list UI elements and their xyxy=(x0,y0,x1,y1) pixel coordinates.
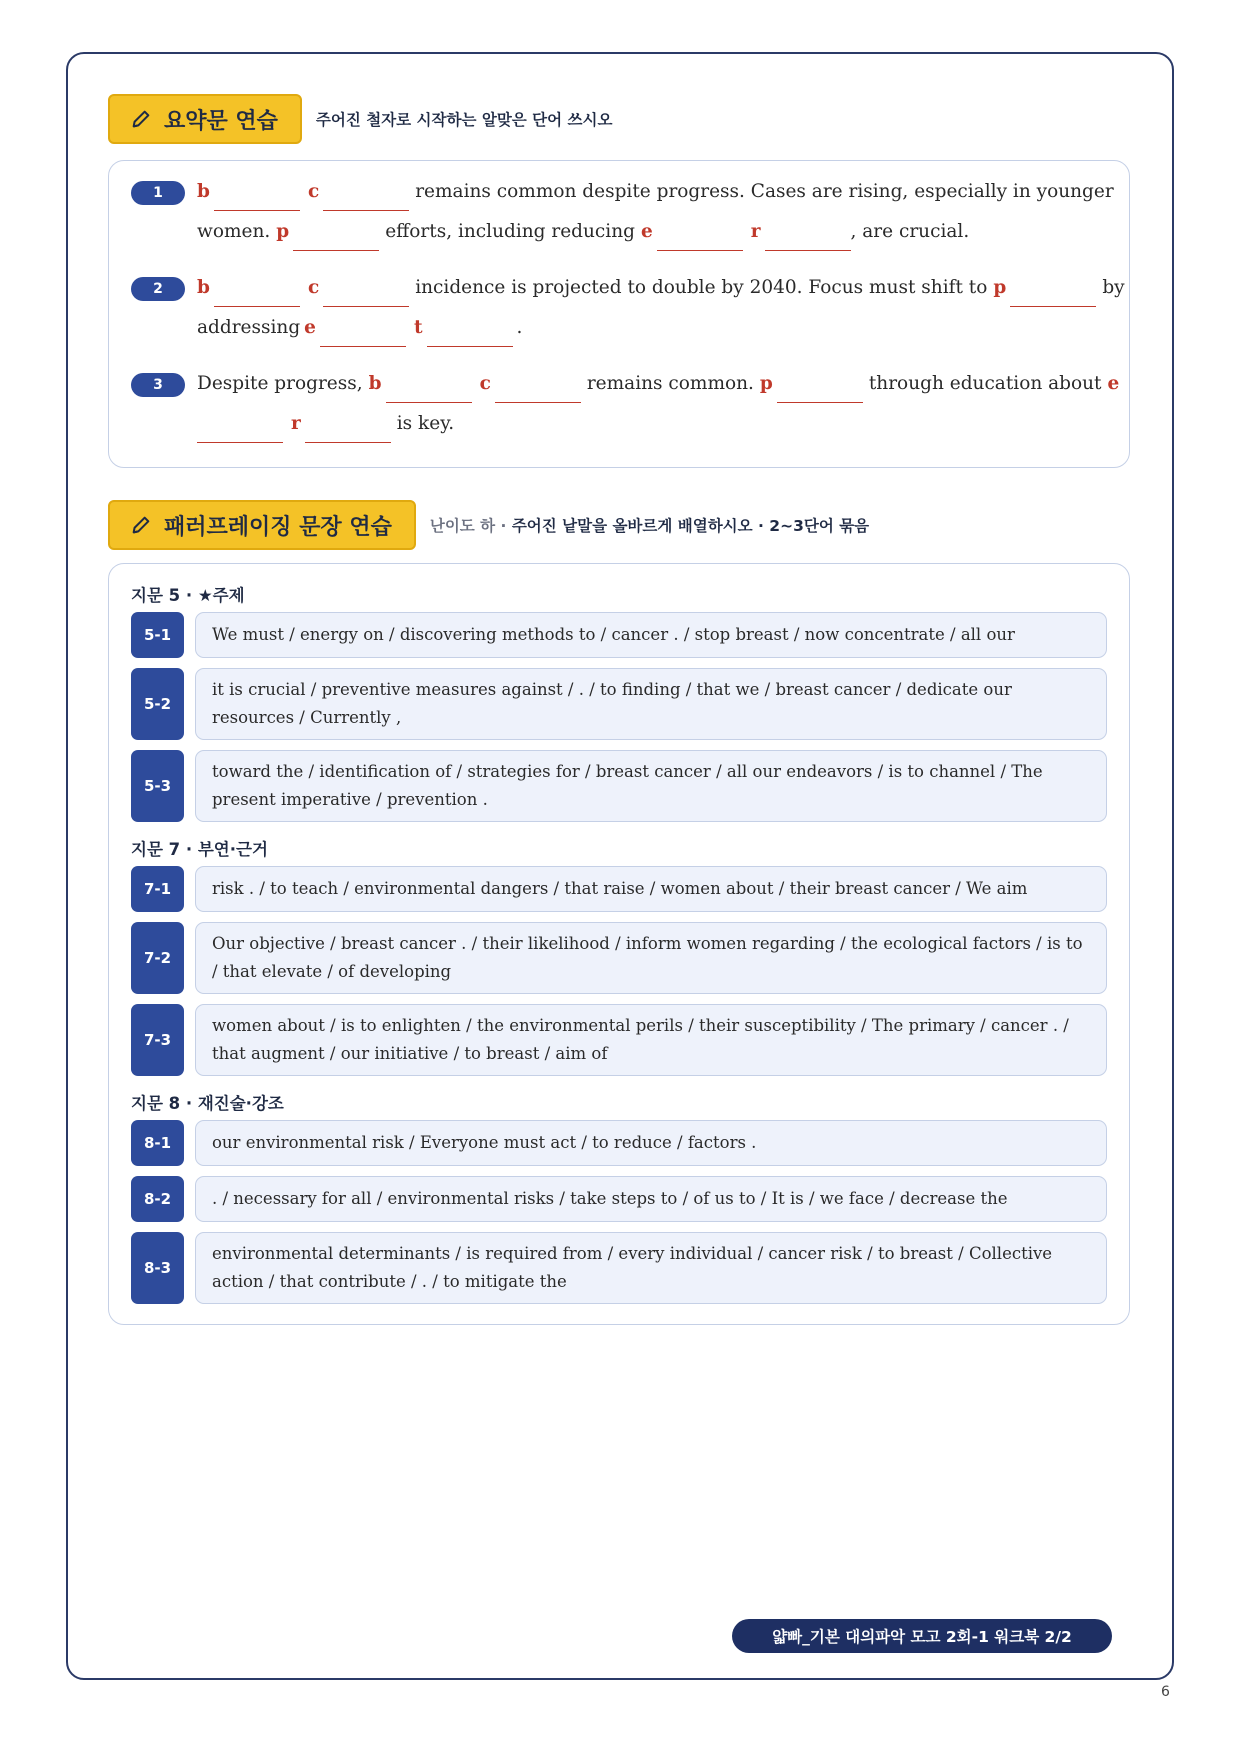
summary-line xyxy=(197,221,969,261)
answer-blank[interactable] xyxy=(305,413,391,443)
word-chunks-card: Our objective / breast cancer . / their likelihood / inform women regarding / the ecological factors / is to / that elevate / of developing xyxy=(195,922,1107,994)
word-chunks-card: toward the / identification of / strategies for / breast cancer / all our endeavors / is to channel / The present imperative / prevention . xyxy=(195,750,1107,822)
passage-group-title: 지문 8 · 재진술·강조 xyxy=(131,1094,284,1113)
pencil-icon xyxy=(130,514,152,536)
answer-blank[interactable] xyxy=(323,181,409,211)
paraphrase-instruction xyxy=(430,514,869,536)
word-chunks-card: our environmental risk / Everyone must act / to reduce / factors . xyxy=(195,1120,1107,1166)
answer-blank[interactable] xyxy=(765,221,851,251)
letter-hint: c xyxy=(307,277,320,298)
word-chunks-card: risk . / to teach / environmental dangers / that raise / women about / their breast cancer / We aim xyxy=(195,866,1107,912)
answer-blank[interactable] xyxy=(386,373,472,403)
letter-hint: p xyxy=(276,221,290,242)
answer-blank[interactable] xyxy=(427,317,513,347)
row-id-badge: 7-3 xyxy=(131,1004,184,1076)
letter-hint: c xyxy=(307,181,320,202)
row-id-badge: 5-1 xyxy=(131,612,184,658)
row-id-badge: 8-1 xyxy=(131,1120,184,1166)
summary-line xyxy=(197,413,454,453)
letter-hint: e xyxy=(640,221,653,242)
answer-blank[interactable] xyxy=(777,373,863,403)
summary-line xyxy=(197,373,1119,413)
summary-section-title: 요약문 연습 xyxy=(164,108,278,134)
summary-text: is key. xyxy=(396,413,455,434)
row-id-badge: 8-3 xyxy=(131,1232,184,1304)
summary-instruction: 주어진 철자로 시작하는 알맞은 단어 쓰시오 xyxy=(315,111,613,129)
passage-group-title: 지문 7 · 부연·근거 xyxy=(131,840,268,859)
summary-text: remains common despite progress. Cases are rising, especially in younger xyxy=(415,181,1114,202)
summary-text: . xyxy=(516,317,523,338)
row-id-badge: 8-2 xyxy=(131,1176,184,1222)
page-number: 6 xyxy=(1161,1684,1170,1700)
letter-hint: b xyxy=(197,181,210,202)
letter-hint: c xyxy=(479,373,491,394)
row-id-badge: 7-2 xyxy=(131,922,184,994)
word-chunks-card: . / necessary for all / environmental risks / take steps to / of us to / It is / we face / decrease the xyxy=(195,1176,1107,1222)
summary-line xyxy=(197,181,1114,221)
pencil-icon xyxy=(130,108,152,130)
summary-box xyxy=(108,160,1130,468)
letter-hint: r xyxy=(291,413,301,434)
answer-blank[interactable] xyxy=(323,277,409,307)
paraphrase-section-header xyxy=(108,500,869,550)
summary-text: efforts, including reducing xyxy=(385,221,635,242)
letter-hint: p xyxy=(993,277,1007,298)
answer-blank[interactable] xyxy=(293,221,379,251)
paraphrase-box xyxy=(108,563,1130,1325)
paraphrase-row xyxy=(131,866,1107,912)
paraphrase-row xyxy=(131,922,1107,994)
summary-text: Despite progress, xyxy=(197,373,363,394)
letter-hint: e xyxy=(1107,373,1120,394)
paraphrase-row xyxy=(131,1120,1107,1166)
paraphrase-row xyxy=(131,668,1107,740)
answer-blank[interactable] xyxy=(197,413,283,443)
summary-text: by xyxy=(1102,277,1125,298)
answer-blank[interactable] xyxy=(1010,277,1096,307)
answer-blank[interactable] xyxy=(657,221,743,251)
summary-line xyxy=(197,277,1125,317)
paraphrase-instruction-text: 주어진 낱말을 올바르게 배열하시오 · 2~3단어 묶음 xyxy=(511,517,870,535)
summary-item-number: 1 xyxy=(131,181,185,205)
summary-line xyxy=(197,317,522,357)
answer-blank[interactable] xyxy=(214,277,300,307)
word-chunks-card: environmental determinants / is required from / every individual / cancer risk / to breast / Collective action / that contribute / . / to mitigate the xyxy=(195,1232,1107,1304)
summary-item-number: 2 xyxy=(131,277,185,301)
paraphrase-row xyxy=(131,1176,1107,1222)
summary-text: , are crucial. xyxy=(850,221,970,242)
row-id-badge: 5-3 xyxy=(131,750,184,822)
letter-hint: p xyxy=(759,373,773,394)
answer-blank[interactable] xyxy=(214,181,300,211)
summary-text: through education about xyxy=(868,373,1102,394)
summary-section-tag xyxy=(108,94,302,144)
summary-section-header xyxy=(108,94,612,144)
word-chunks-card: We must / energy on / discovering methods to / cancer . / stop breast / now concentrate / all our xyxy=(195,612,1107,658)
paraphrase-section-tag xyxy=(108,500,416,550)
summary-text: remains common. xyxy=(586,373,754,394)
paraphrase-row xyxy=(131,1232,1107,1304)
letter-hint: b xyxy=(197,277,210,298)
word-chunks-card: women about / is to enlighten / the environmental perils / their susceptibility / The primary / cancer . / that augment / our initiative / to breast / aim of xyxy=(195,1004,1107,1076)
summary-text: women. xyxy=(197,221,271,242)
paraphrase-row xyxy=(131,612,1107,658)
paraphrase-section-title: 패러프레이징 문장 연습 xyxy=(164,514,392,540)
summary-item-number: 3 xyxy=(131,373,185,397)
row-id-badge: 5-2 xyxy=(131,668,184,740)
letter-hint: t xyxy=(413,317,423,338)
letter-hint: r xyxy=(750,221,761,242)
passage-group-title: 지문 5 · ★주제 xyxy=(131,586,245,605)
answer-blank[interactable] xyxy=(495,373,581,403)
row-id-badge: 7-1 xyxy=(131,866,184,912)
difficulty-label: 난이도 하 · xyxy=(429,517,507,535)
word-chunks-card: it is crucial / preventive measures against / . / to finding / that we / breast cancer / dedicate our resources / Currently , xyxy=(195,668,1107,740)
paraphrase-row xyxy=(131,750,1107,822)
letter-hint: b xyxy=(368,373,382,394)
letter-hint: e xyxy=(304,317,316,338)
paraphrase-row xyxy=(131,1004,1107,1076)
answer-blank[interactable] xyxy=(320,317,406,347)
summary-text: addressing xyxy=(197,317,301,338)
footer-workbook-label: 얇빠_기본 대의파악 모고 2회-1 워크북 2/2 xyxy=(732,1619,1112,1653)
summary-text: incidence is projected to double by 2040. Focus must shift to xyxy=(415,277,988,298)
